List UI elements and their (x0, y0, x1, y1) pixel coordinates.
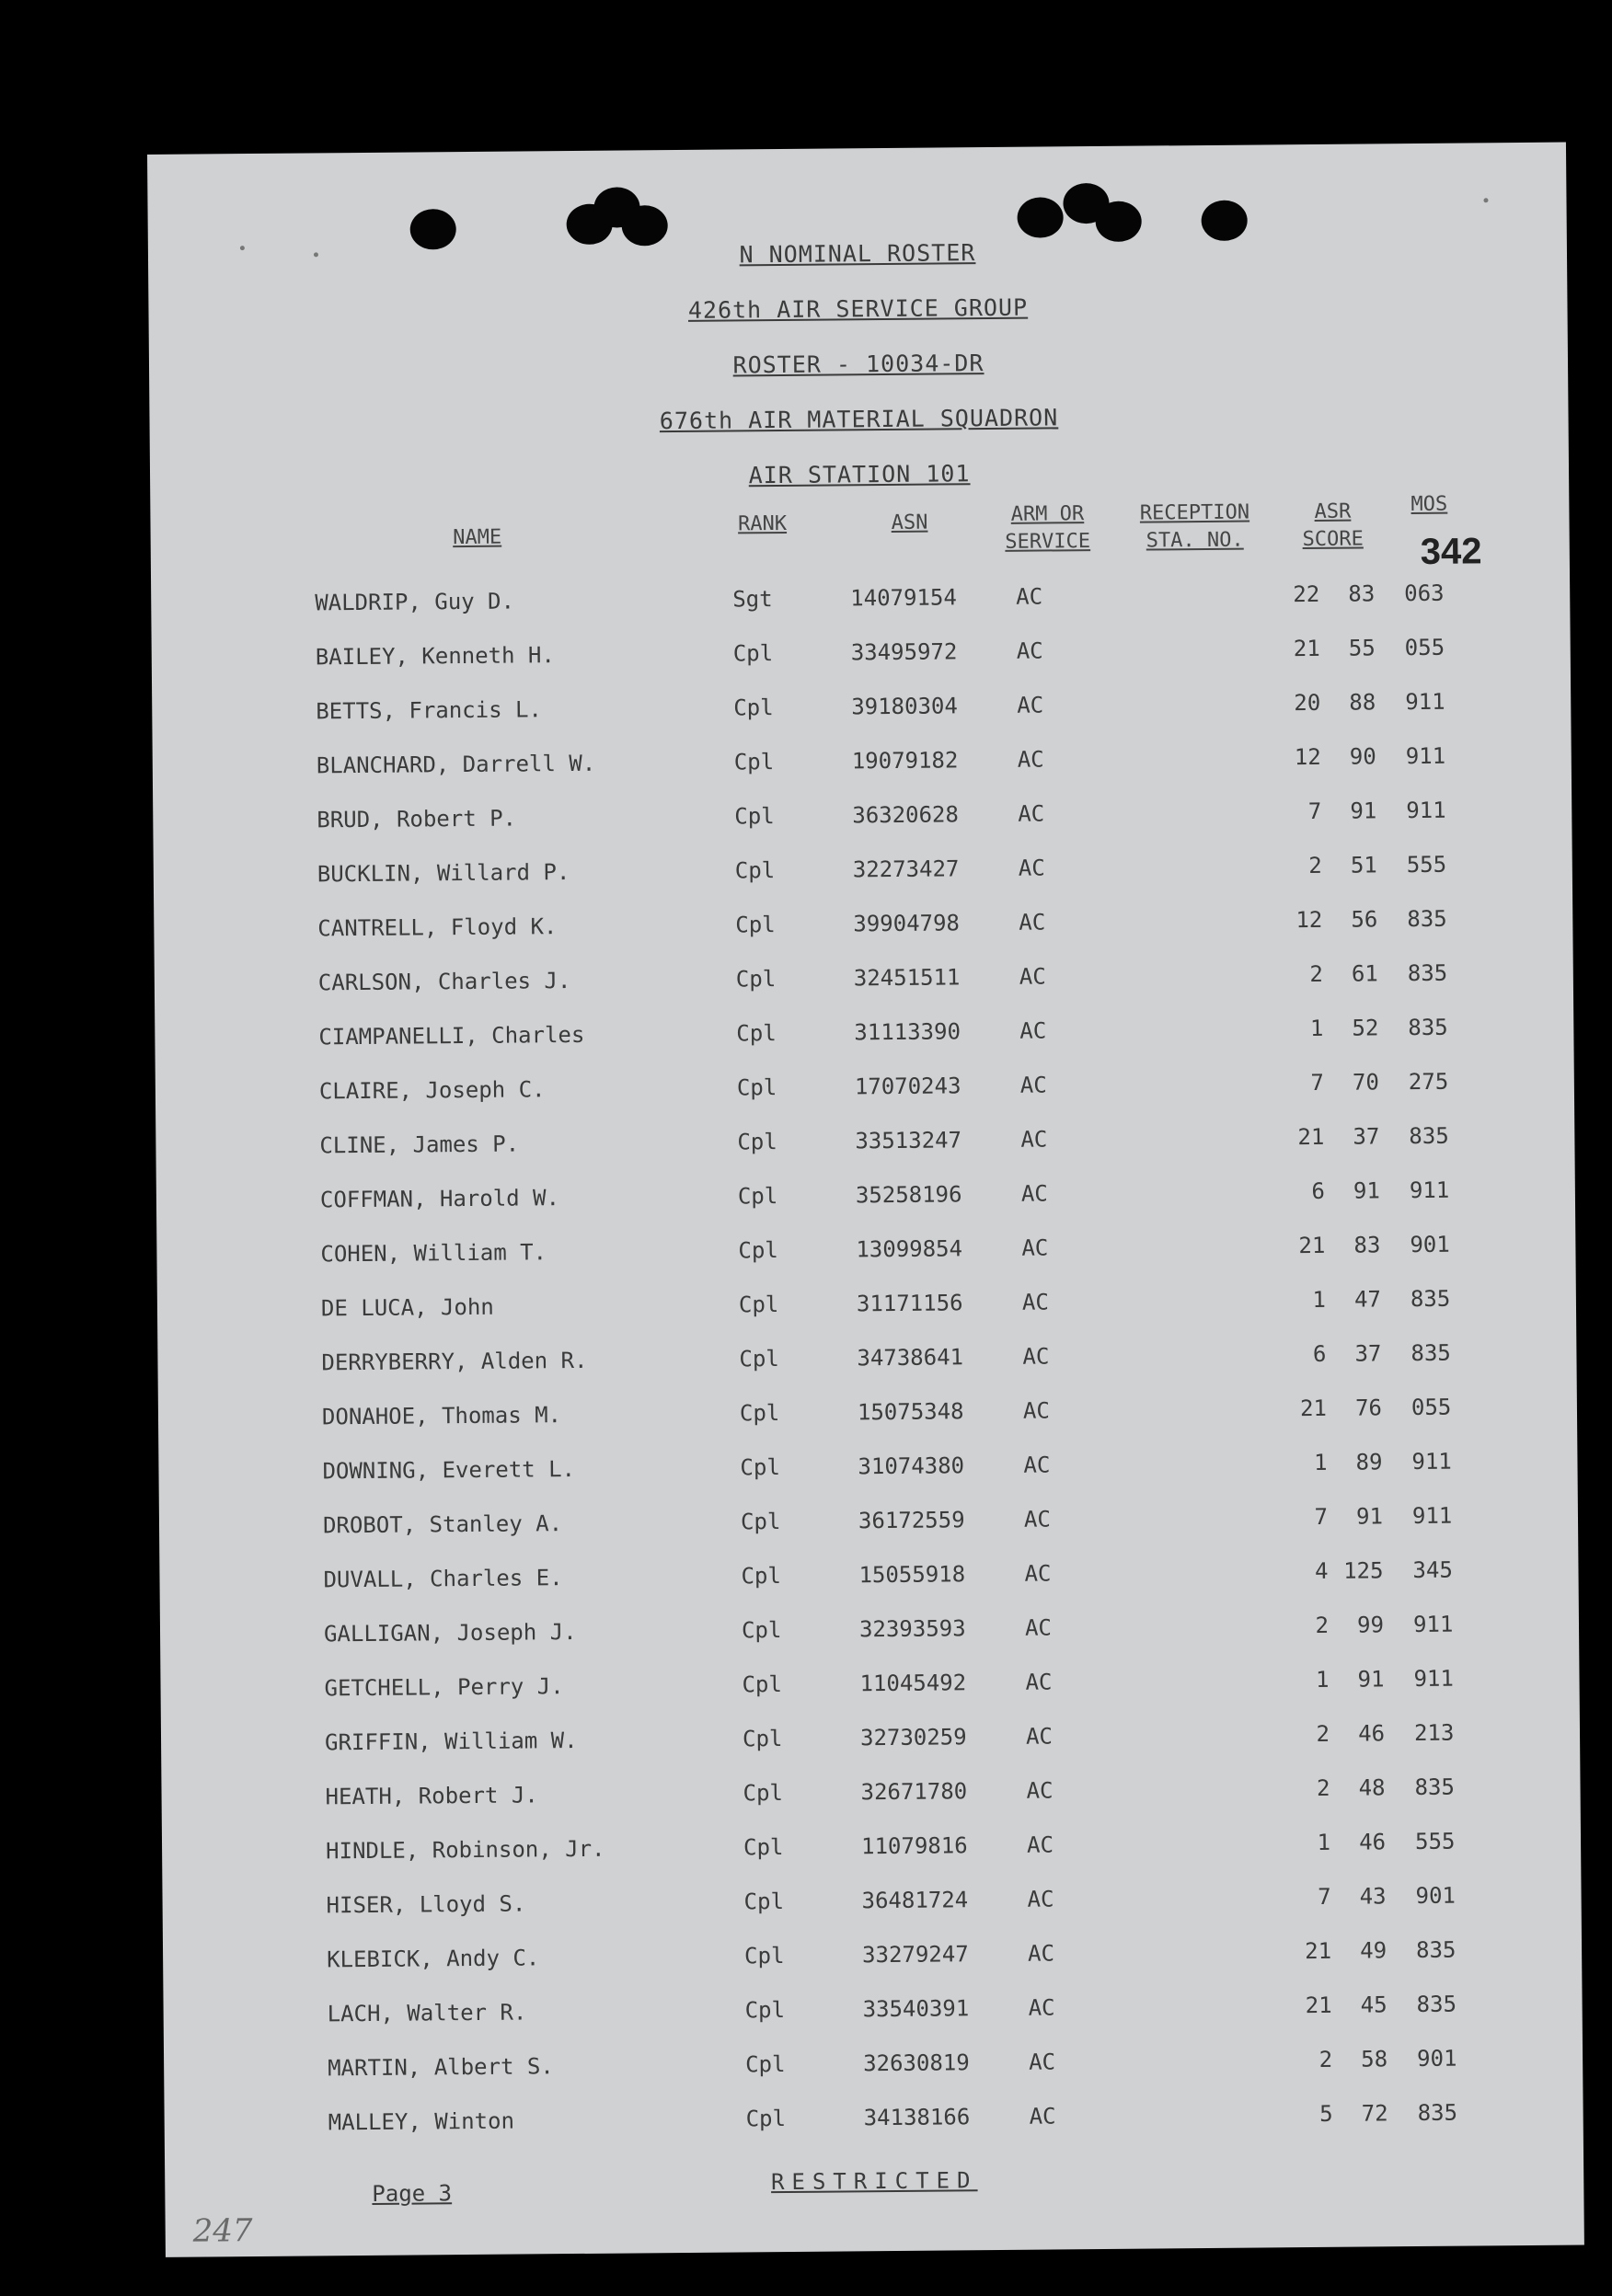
cell-mos: 911 (1411, 1502, 1453, 1530)
cell-rank: Cpl (736, 1074, 777, 1101)
cell-asn: 34138166 (863, 2104, 971, 2131)
cell-rec: 1 (1317, 1829, 1331, 1855)
cell-rec: 20 (1294, 689, 1321, 717)
cell-name: CANTRELL, Floyd K. (317, 913, 558, 942)
cell-rec: 6 (1312, 1340, 1327, 1367)
cell-asn: 19079182 (851, 747, 959, 775)
rec-header-line2: STA. NO. (1146, 528, 1244, 553)
cell-name: DERRYBERRY, Alden R. (321, 1347, 588, 1376)
cell-rank: Cpl (737, 1129, 777, 1155)
roster-title: N NOMINAL ROSTER (739, 239, 976, 269)
cell-rank: Cpl (739, 1400, 780, 1427)
cell-asr: 91 (1353, 1177, 1381, 1204)
cell-name: GRIFFIN, William W. (324, 1727, 578, 1756)
cell-arm: AC (1022, 1397, 1050, 1424)
cell-rank: Cpl (740, 1509, 781, 1535)
cell-arm: AC (1020, 1126, 1048, 1153)
cell-name: BAILEY, Kenneth H. (315, 642, 555, 671)
cell-asn: 39180304 (851, 693, 958, 720)
cell-asn: 32451511 (853, 964, 961, 992)
cell-asn: 17070243 (854, 1073, 961, 1100)
cell-mos: 835 (1408, 1014, 1448, 1041)
cell-rank: Cpl (745, 2106, 787, 2132)
cell-name: CLINE, James P. (319, 1131, 520, 1159)
cell-mos: 911 (1409, 1177, 1450, 1204)
cell-arm: AC (1022, 1343, 1050, 1370)
cell-asr: 58 (1361, 2046, 1388, 2072)
classification-marking: RESTRICTED (770, 2167, 978, 2196)
cell-arm: AC (1018, 800, 1045, 827)
col-reception-header (1116, 499, 1273, 555)
table-row (159, 1556, 1578, 1604)
cell-asn: 36481724 (861, 1887, 969, 1914)
table-row (153, 742, 1572, 791)
cell-mos: 835 (1409, 1122, 1449, 1150)
table-row (155, 1068, 1574, 1117)
table-row (160, 1610, 1579, 1659)
cell-rank: Cpl (741, 1617, 782, 1644)
cell-asn: 33540391 (862, 1995, 970, 2023)
table-row (164, 1990, 1583, 2038)
cell-rec: 2 (1316, 1720, 1330, 1747)
squadron-name: 676th AIR MATERIAL SQUADRON (659, 404, 1059, 435)
cell-rec: 12 (1295, 906, 1323, 934)
cell-asr: 56 (1351, 906, 1378, 933)
cell-mos: 835 (1410, 1339, 1451, 1367)
cell-rank: Cpl (734, 857, 776, 884)
cell-mos: 835 (1407, 905, 1447, 933)
group-name: 426th AIR SERVICE GROUP (687, 293, 1029, 324)
table-row (165, 2098, 1583, 2147)
cell-name: BRUD, Robert P. (317, 805, 517, 833)
table-row (164, 2044, 1583, 2093)
cell-name: WALDRIP, Guy D. (315, 588, 515, 616)
cell-name: DOWNING, Everett L. (322, 1455, 576, 1485)
cell-asn: 32630819 (863, 2049, 970, 2077)
table-row (157, 1284, 1576, 1333)
cell-mos: 835 (1414, 1774, 1456, 1801)
table-row (155, 959, 1573, 1008)
table-row (156, 1177, 1575, 1225)
cell-name: CIAMPANELLI, Charles (318, 1021, 585, 1050)
col-asn-header: ASN (891, 511, 928, 534)
cell-rec: 1 (1312, 1286, 1327, 1313)
handwritten-number: 247 (192, 2212, 253, 2250)
cell-mos: 911 (1411, 1448, 1452, 1475)
cell-rank: Cpl (735, 912, 776, 938)
cell-mos: 055 (1410, 1394, 1452, 1421)
cell-arm: AC (1029, 2049, 1056, 2075)
cell-rank: Cpl (734, 803, 775, 830)
cell-arm: AC (1021, 1289, 1049, 1315)
arm-header-line2: SERVICE (1005, 530, 1091, 554)
cell-name: HINDLE, Robinson, Jr. (325, 1835, 605, 1865)
cell-name: HEATH, Robert J. (325, 1782, 538, 1810)
cell-asr: 91 (1355, 1503, 1384, 1530)
cell-asn: 31074380 (858, 1452, 965, 1480)
cell-asr: 45 (1360, 1992, 1387, 2018)
cell-rank: Cpl (743, 1834, 784, 1861)
cell-arm: AC (1024, 1614, 1053, 1641)
table-row (159, 1501, 1578, 1550)
cell-rank: Cpl (741, 1563, 781, 1590)
cell-asn: 36172559 (858, 1507, 965, 1534)
cell-rank: Cpl (732, 640, 774, 667)
cell-rank: Cpl (740, 1454, 780, 1481)
cell-asn: 33495972 (850, 638, 958, 666)
cell-asr: 89 (1355, 1449, 1383, 1475)
cell-name: MARTIN, Albert S. (328, 2053, 554, 2082)
cell-asr: 90 (1349, 743, 1376, 770)
cell-mos: 213 (1413, 1719, 1455, 1747)
cell-asn: 32393593 (858, 1615, 966, 1643)
cell-asr: 70 (1352, 1069, 1379, 1096)
col-name-header: NAME (453, 525, 502, 550)
roster-number: ROSTER - 10034-DR (732, 350, 984, 379)
cell-rec: 21 (1299, 1395, 1328, 1422)
cell-asn: 39904798 (853, 910, 961, 937)
cell-rec: 1 (1309, 1015, 1324, 1042)
cell-asr: 46 (1358, 1720, 1386, 1747)
col-arm-header (978, 500, 1117, 557)
punch-hole (1095, 201, 1141, 242)
cell-asn: 34738641 (857, 1344, 964, 1372)
cell-asn: 33513247 (855, 1127, 962, 1154)
station-name: AIR STATION 101 (748, 460, 971, 489)
cell-rank: Cpl (737, 1183, 778, 1210)
cell-asr: 46 (1359, 1829, 1387, 1855)
table-row (155, 1122, 1574, 1171)
asr-header-line1: ASR (1314, 499, 1352, 523)
cell-asr: 88 (1349, 689, 1376, 716)
cell-mos: 063 (1404, 580, 1445, 607)
cell-rank: Cpl (733, 749, 775, 775)
cell-mos: 345 (1412, 1556, 1453, 1584)
cell-arm: AC (1016, 583, 1043, 610)
cell-mos: 911 (1412, 1611, 1454, 1638)
cell-arm: AC (1019, 963, 1046, 990)
cell-arm: AC (1019, 1017, 1047, 1044)
cell-rec: 4 (1314, 1557, 1329, 1584)
cell-arm: AC (1016, 637, 1043, 664)
table-row (163, 1881, 1582, 1930)
cell-arm: AC (1017, 692, 1044, 718)
cell-rank: Cpl (738, 1292, 779, 1318)
cell-asr: 72 (1361, 2100, 1388, 2127)
table-row (160, 1664, 1579, 1713)
cell-mos: 835 (1410, 1285, 1451, 1313)
cell-name: HISER, Lloyd S. (326, 1890, 526, 1919)
table-row (158, 1447, 1577, 1496)
cell-rank: Cpl (742, 1726, 783, 1752)
cell-arm: AC (1025, 1723, 1054, 1750)
document-page (147, 143, 1584, 2257)
cell-arm: AC (1018, 855, 1045, 881)
table-row (158, 1393, 1577, 1441)
cell-arm: AC (1023, 1452, 1051, 1478)
cell-rank: Cpl (745, 2051, 786, 2078)
punch-hole (1017, 197, 1063, 237)
table-row (152, 688, 1571, 737)
cell-name: GETCHELL, Perry J. (324, 1673, 564, 1702)
cell-asn: 36320628 (852, 801, 960, 829)
cell-arm: AC (1019, 1072, 1047, 1098)
asr-header-line2: SCORE (1302, 527, 1364, 552)
cell-arm: AC (1027, 1886, 1054, 1912)
cell-rank: Cpl (739, 1346, 779, 1372)
punch-hole (622, 205, 668, 246)
cell-rank: Cpl (742, 1671, 783, 1698)
cell-mos: 901 (1410, 1231, 1450, 1258)
cell-asr: 91 (1357, 1666, 1385, 1693)
cell-mos: 835 (1417, 2099, 1458, 2127)
cell-mos: 901 (1416, 2045, 1457, 2072)
cell-mos: 555 (1406, 851, 1447, 878)
cell-mos: 911 (1413, 1665, 1454, 1693)
cell-asr: 51 (1350, 852, 1377, 878)
cell-asn: 35258196 (855, 1181, 962, 1209)
cell-rec: 21 (1297, 1123, 1325, 1151)
cell-asr: 43 (1359, 1883, 1387, 1910)
cell-name: DE LUCA, John (320, 1293, 494, 1322)
cell-name: DUVALL, Charles E. (323, 1565, 563, 1593)
cell-name: BETTS, Francis L. (316, 696, 543, 725)
table-row (163, 1935, 1582, 1984)
cell-name: MALLEY, Winton (328, 2107, 515, 2136)
table-row (161, 1718, 1580, 1767)
cell-name: BLANCHARD, Darrell W. (316, 750, 596, 779)
cell-name: CLAIRE, Joseph C. (318, 1076, 546, 1105)
cell-name: DROBOT, Stanley A. (322, 1510, 563, 1539)
cell-rec: 7 (1318, 1883, 1331, 1910)
cell-rec: 12 (1294, 743, 1321, 771)
cell-asn: 11079816 (860, 1832, 968, 1860)
cell-name: COFFMAN, Harold W. (319, 1185, 560, 1213)
cell-rec: 21 (1305, 1937, 1332, 1965)
cell-rec: 2 (1318, 2046, 1333, 2072)
cell-rec: 21 (1298, 1232, 1326, 1259)
cell-asn: 32730259 (859, 1724, 967, 1751)
cell-asn: 15055918 (858, 1561, 966, 1589)
cell-rec: 2 (1316, 1774, 1330, 1801)
cell-mos: 555 (1414, 1828, 1456, 1855)
cell-rank: Cpl (738, 1237, 778, 1264)
cell-asr: 52 (1352, 1015, 1379, 1041)
table-row (156, 1230, 1575, 1279)
cell-mos: 275 (1408, 1068, 1449, 1096)
cell-asn: 31171156 (856, 1290, 963, 1317)
cell-rec: 21 (1293, 635, 1320, 662)
cell-rank: Cpl (743, 1943, 785, 1969)
cell-rec: 5 (1319, 2100, 1333, 2127)
cell-arm: AC (1023, 1506, 1052, 1533)
table-row (151, 580, 1570, 628)
cell-rank: Cpl (743, 1888, 785, 1915)
cell-arm: AC (1019, 909, 1046, 936)
cell-asn: 32273427 (852, 855, 960, 883)
cell-name: LACH, Walter R. (327, 1999, 527, 2027)
cell-mos: 835 (1415, 1936, 1457, 1964)
cell-rec: 1 (1315, 1666, 1330, 1693)
speck (1483, 198, 1488, 202)
cell-name: KLEBICK, Andy C. (327, 1945, 540, 1973)
cell-asr: 83 (1348, 580, 1376, 607)
cell-arm: AC (1027, 1940, 1055, 1967)
table-row (154, 905, 1572, 954)
cell-rec: 6 (1311, 1177, 1326, 1204)
cell-rec: 7 (1314, 1503, 1329, 1530)
cell-rec: 22 (1293, 580, 1320, 608)
cell-rec: 1 (1313, 1449, 1328, 1475)
arm-header-line1: ARM OR (1010, 502, 1085, 526)
cell-arm: AC (1024, 1560, 1052, 1587)
cell-rec: 2 (1315, 1612, 1330, 1638)
col-mos-header: MOS (1410, 492, 1448, 517)
cell-arm: AC (1026, 1777, 1054, 1804)
cell-asr: 49 (1360, 1937, 1387, 1964)
cell-name: CARLSON, Charles J. (317, 968, 571, 996)
cell-mos: 835 (1416, 1991, 1457, 2018)
cell-rec: 21 (1305, 1992, 1332, 2019)
cell-rec: 2 (1309, 960, 1323, 988)
cell-asr: 55 (1348, 635, 1376, 661)
table-row (162, 1827, 1581, 1876)
cell-arm: AC (1020, 1180, 1048, 1207)
cell-rank: Cpl (735, 966, 777, 993)
table-row (161, 1773, 1580, 1821)
table-row (152, 634, 1571, 683)
cell-rec: 7 (1307, 798, 1322, 825)
cell-asn: 15075348 (857, 1398, 964, 1426)
col-asr-header (1282, 498, 1384, 554)
cell-asr: 37 (1353, 1123, 1380, 1150)
cell-arm: AC (1021, 1234, 1049, 1261)
cell-asr: 47 (1353, 1286, 1382, 1313)
cell-mos: 835 (1407, 959, 1448, 987)
cell-mos: 911 (1405, 688, 1445, 716)
cell-mos: 911 (1405, 742, 1446, 770)
cell-asr: 91 (1350, 798, 1377, 824)
cell-arm: AC (1017, 746, 1044, 773)
cell-rank: Cpl (736, 1020, 777, 1047)
cell-arm: AC (1026, 1831, 1054, 1858)
cell-arm: AC (1025, 1669, 1053, 1695)
cell-asr: 125 (1343, 1557, 1384, 1584)
table-row (153, 797, 1572, 845)
cell-mos: 901 (1415, 1882, 1457, 1910)
cell-asr: 61 (1351, 960, 1378, 987)
cell-arm: AC (1029, 2103, 1056, 2130)
cell-asn: 14079154 (850, 584, 957, 612)
cell-rank: Cpl (733, 695, 774, 721)
cell-arm: AC (1028, 1994, 1055, 2021)
table-row (155, 1014, 1573, 1062)
cell-name: DONAHOE, Thomas M. (321, 1402, 562, 1430)
cell-mos: 911 (1406, 797, 1446, 824)
cell-asr: 99 (1356, 1612, 1385, 1638)
cell-rec: 7 (1310, 1069, 1324, 1096)
cell-asr: 76 (1354, 1395, 1383, 1421)
table-row (154, 851, 1572, 900)
cell-rank: Sgt (732, 586, 773, 613)
mos-number-stamp: 342 (1420, 531, 1482, 572)
cell-asn: 13099854 (856, 1235, 963, 1263)
cell-asn: 32671780 (860, 1778, 968, 1806)
table-row (157, 1338, 1576, 1387)
cell-name: GALLIGAN, Joseph J. (323, 1618, 577, 1647)
cell-asr: 48 (1358, 1774, 1386, 1801)
rec-header-line1: RECEPTION (1139, 500, 1250, 525)
cell-asn: 33279247 (861, 1941, 969, 1969)
cell-asn: 31113390 (854, 1018, 961, 1046)
cell-asr: 83 (1353, 1232, 1381, 1258)
cell-rank: Cpl (743, 1780, 784, 1807)
cell-rec: 2 (1308, 852, 1322, 879)
col-rank-header: RANK (737, 511, 788, 536)
cell-mos: 055 (1404, 634, 1445, 661)
cell-rank: Cpl (744, 1997, 786, 2024)
cell-name: BUCKLIN, Willard P. (317, 859, 570, 888)
cell-name: COHEN, William T. (320, 1239, 547, 1268)
page-number: Page 3 (372, 2180, 453, 2207)
cell-asn: 11045492 (859, 1670, 967, 1697)
cell-asr: 37 (1354, 1340, 1382, 1367)
punch-hole (1201, 201, 1247, 241)
